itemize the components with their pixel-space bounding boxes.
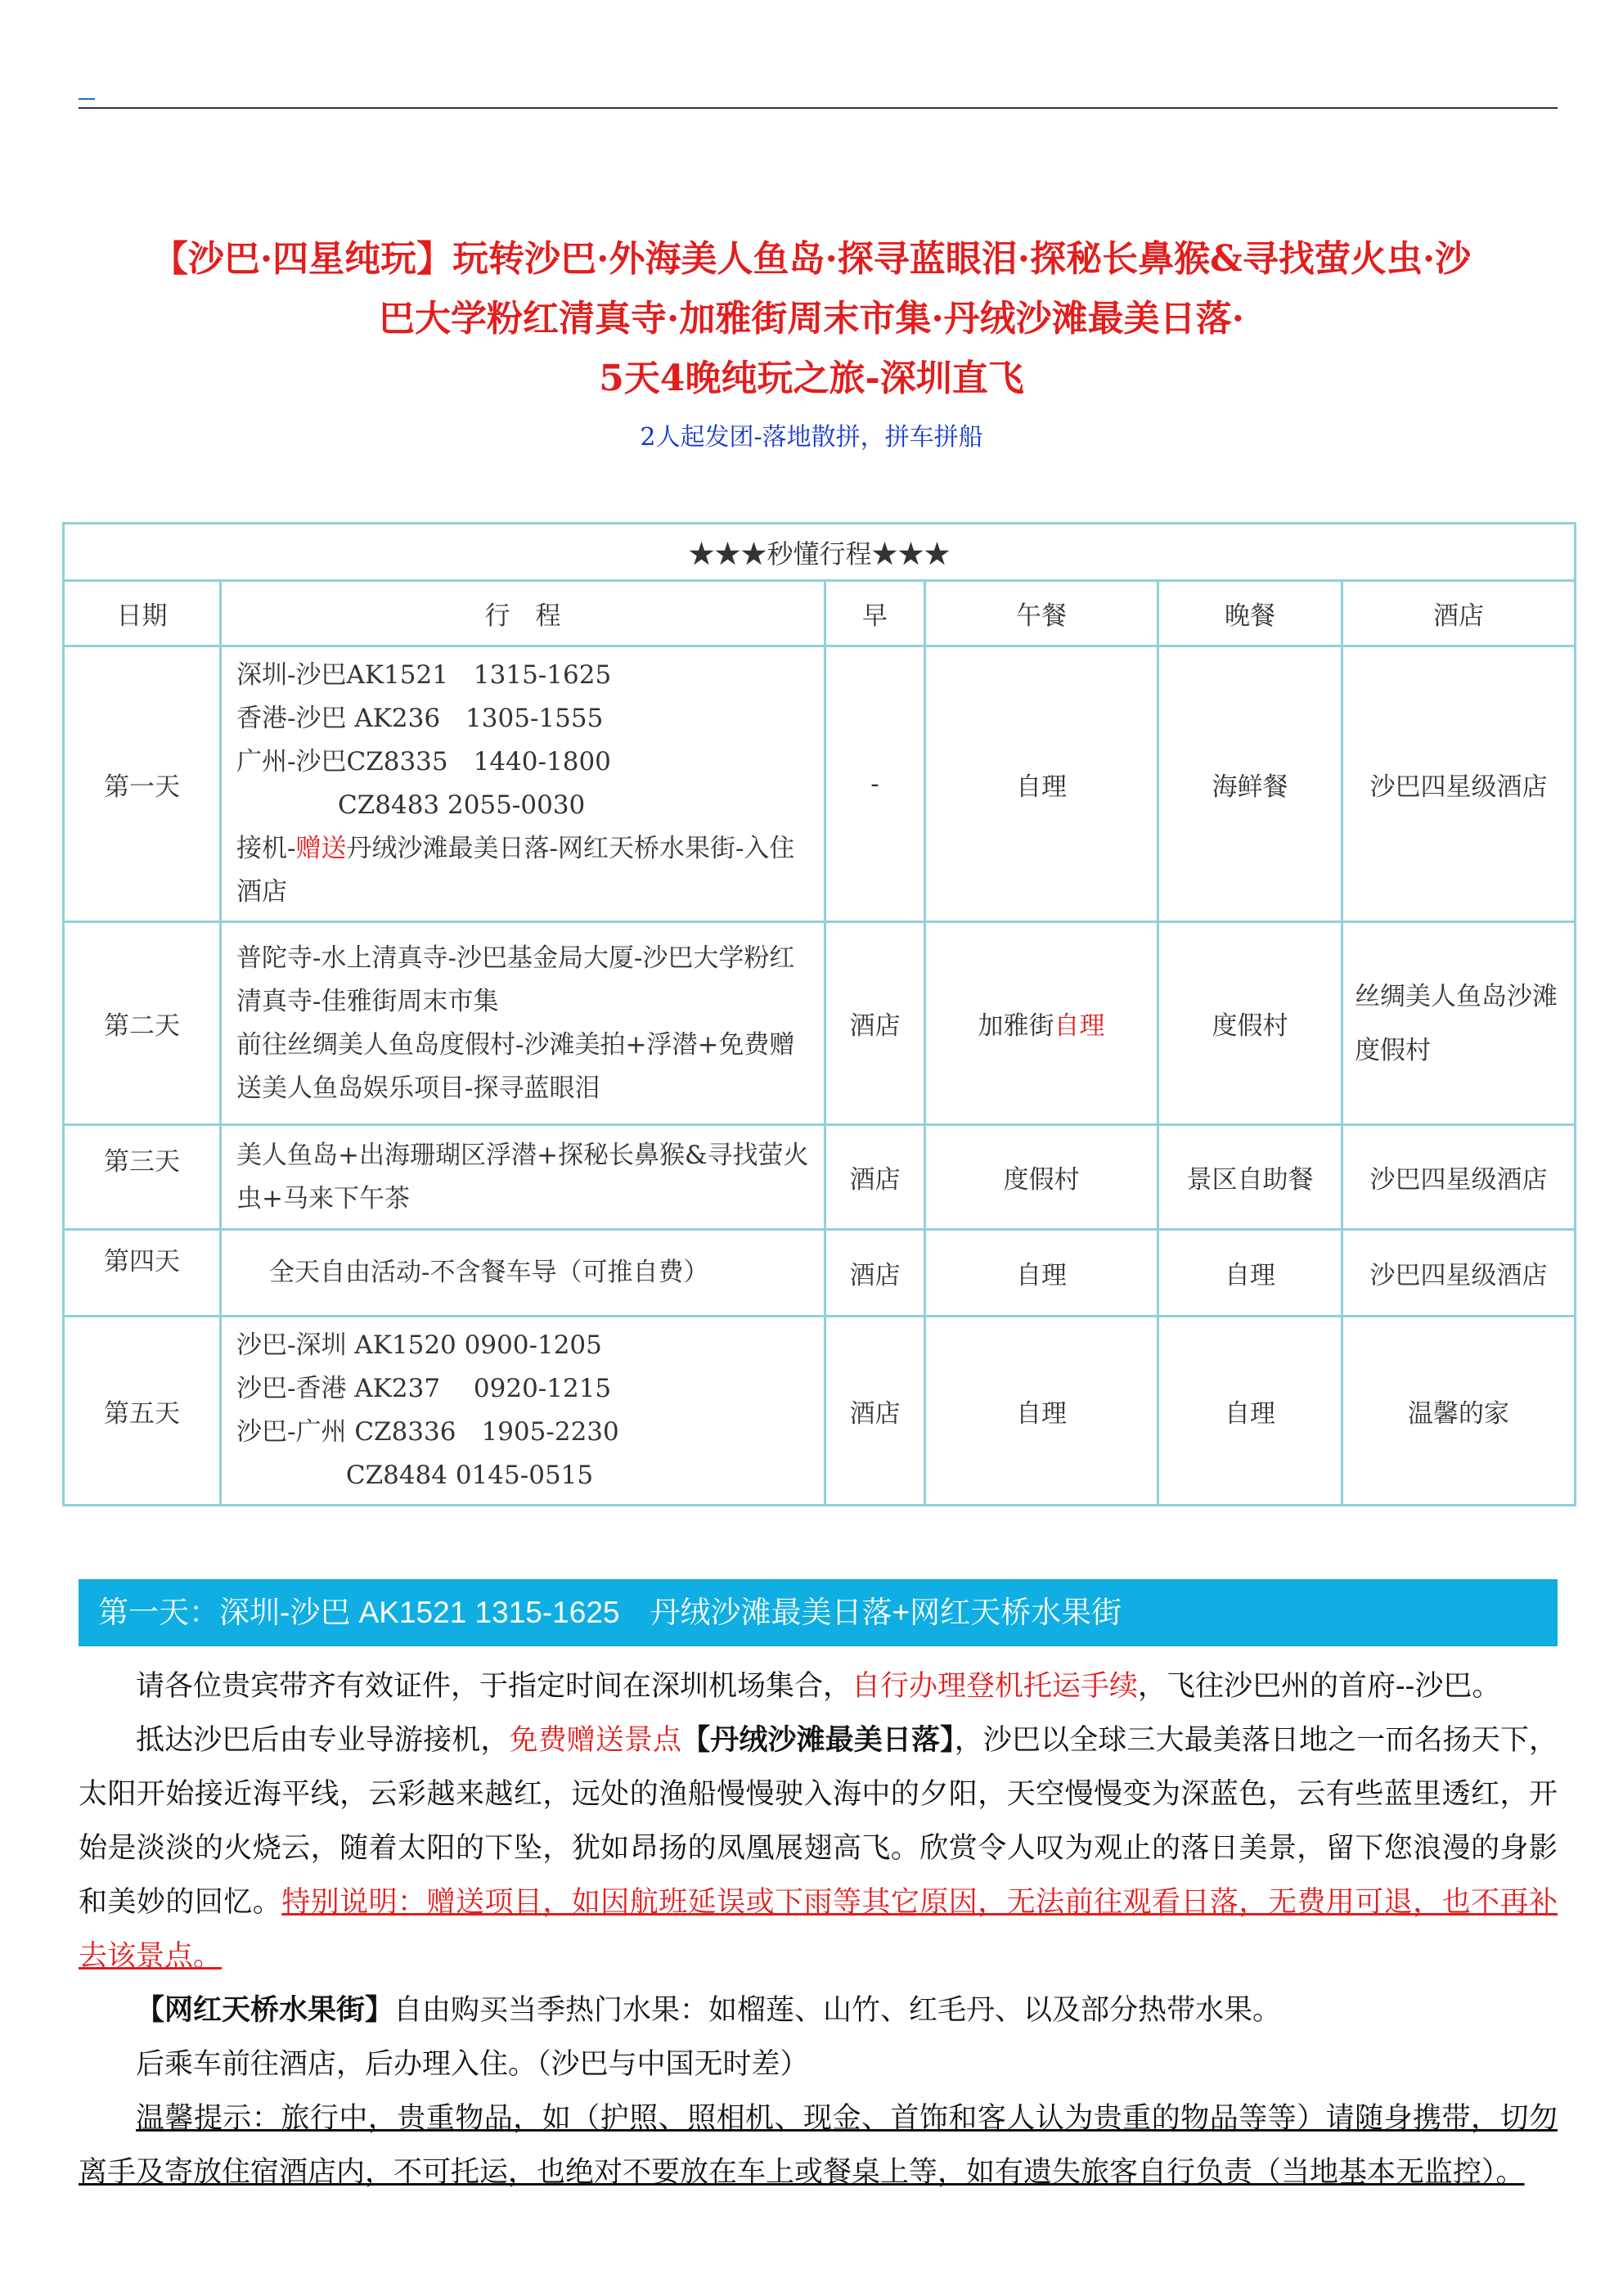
text: 自由购买当季热门水果：如榴莲、山竹、红毛丹、以及部分热带水果。 [393, 1994, 1282, 2026]
route-line [236, 827, 809, 914]
table-row [64, 1230, 1576, 1317]
lunch-cell: 自理 [925, 1317, 1158, 1506]
highlight-text: 免费赠送景点 [509, 1724, 682, 1756]
breakfast-cell: 酒店 [825, 1230, 925, 1317]
breakfast-cell: 酒店 [825, 1125, 925, 1230]
route-line: 普陀寺-水上清真寺-沙巴基金局大厦-沙巴大学粉红清真寺-佳雅街周末市集 [236, 943, 795, 1016]
route-line: 沙巴-香港 AK237 0920-1215 [236, 1374, 612, 1403]
special-note: 特别说明：赠送项目，如因航班延误或下雨等其它原因，无法前往观看日落，无费用可退，也不再补去该景点。 [79, 1886, 1558, 1972]
lunch-cell: 自理 [925, 1230, 1158, 1317]
breakfast-cell: - [825, 646, 925, 922]
text: 抵达沙巴后由专业导游接机， [136, 1724, 510, 1756]
route-cell: 全天自由活动-不含餐车导（可推自费） [221, 1230, 825, 1317]
hotel-cell: 沙巴四星级酒店 [1342, 1230, 1576, 1317]
table-row [64, 922, 1576, 1125]
dinner-cell: 自理 [1158, 1230, 1342, 1317]
route-cell: 美人鱼岛+出海珊瑚区浮潜+探秘长鼻猴&寻找萤火虫+马来下午茶 [221, 1125, 825, 1230]
header-date: 日期 [64, 581, 221, 646]
header-rule [79, 107, 1558, 109]
text: ，飞往沙巴州的首府--沙巴。 [1138, 1670, 1501, 1702]
day-cell: 第三天 [64, 1125, 221, 1230]
dinner-cell: 景区自助餐 [1158, 1125, 1342, 1230]
hotel-cell: 沙巴四星级酒店 [1342, 1125, 1576, 1230]
route-line: CZ8483 2055-0030 [236, 790, 586, 820]
lunch-cell: 度假村 [925, 1125, 1158, 1230]
header-mark [79, 85, 95, 100]
hotel-cell: 丝绸美人鱼岛沙滩度假村 [1342, 922, 1576, 1125]
paragraph: 后乘车前往酒店，后办理入住。（沙巴与中国无时差） [136, 2048, 809, 2080]
header-breakfast: 早 [825, 581, 925, 646]
table-caption-row [64, 524, 1576, 581]
paragraph [79, 1983, 1558, 2037]
lunch-text: 加雅街 [978, 1011, 1054, 1041]
table-header-row [64, 581, 1576, 646]
warm-tip: 温馨提示：旅行中，贵重物品，如（护照、照相机、现金、首饰和客人认为贵重的物品等等）请随身携带，切勿离手及寄放住宿酒店内，不可托运，也绝对不要放在车上或餐桌上等，如有遗失旅客自行负责（当地基本无监控）。 [79, 2102, 1558, 2188]
title-line-1: 【沙巴·四星纯玩】玩转沙巴·外海美人鱼岛·探寻蓝眼泪·探秘长鼻猴&寻找萤火虫·沙 [151, 238, 1472, 280]
route-line: CZ8484 0145-0515 [236, 1461, 594, 1490]
table-row [64, 646, 1576, 922]
route-gift: 赠送 [295, 834, 347, 863]
dinner-cell: 自理 [1158, 1317, 1342, 1506]
attraction-name: 【丹绒沙滩最美日落】 [681, 1724, 955, 1756]
text: 请各位贵宾带齐有效证件，于指定时间在深圳机场集合， [136, 1670, 852, 1702]
paragraph [79, 1713, 1558, 1983]
dinner-cell: 度假村 [1158, 922, 1342, 1125]
header-lunch: 午餐 [925, 581, 1158, 646]
tour-title [49, 229, 1574, 408]
route-line: 深圳-沙巴AK1521 1315-1625 [236, 660, 612, 690]
day-cell: 第四天 [64, 1230, 221, 1317]
route-text: 接机- [236, 834, 296, 863]
title-line-3: 5天4晚纯玩之旅-深圳直飞 [599, 358, 1024, 399]
title-line-2: 巴大学粉红清真寺·加雅街周末市集·丹绒沙滩最美日落· [379, 298, 1244, 340]
route-line: 沙巴-广州 CZ8336 1905-2230 [236, 1417, 619, 1447]
header-dinner: 晚餐 [1158, 581, 1342, 646]
breakfast-cell: 酒店 [825, 1317, 925, 1506]
day-cell: 第一天 [64, 646, 221, 922]
day-cell: 第二天 [64, 922, 221, 1125]
day1-heading: 第一天：深圳-沙巴 AK1521 1315-1625 丹绒沙滩最美日落+网红天桥水果街 [79, 1579, 1558, 1646]
attraction-name: 【网红天桥水果街】 [136, 1994, 394, 2026]
lunch-cell [925, 922, 1158, 1125]
route-cell [221, 1317, 825, 1506]
route-text: 丹绒沙滩最美日落-网红天桥水果街-入住酒店 [236, 834, 795, 907]
route-line: 前往丝绸美人鱼岛度假村-沙滩美拍+浮潜+免费赠送美人鱼岛娱乐项目-探寻蓝眼泪 [236, 1029, 795, 1103]
tour-subtitle: 2人起发团-落地散拼，拼车拼船 [640, 423, 983, 452]
route-cell [221, 922, 825, 1125]
dinner-cell: 海鲜餐 [1158, 646, 1342, 922]
itinerary-table [62, 522, 1576, 1506]
highlight-text: 自行办理登机托运手续 [852, 1670, 1139, 1702]
table-row [64, 1317, 1576, 1506]
header-route: 行 程 [221, 581, 825, 646]
hotel-cell: 沙巴四星级酒店 [1342, 646, 1576, 922]
route-line: 沙巴-深圳 AK1520 0900-1205 [236, 1330, 602, 1360]
hotel-cell: 温馨的家 [1342, 1317, 1576, 1506]
header-hotel: 酒店 [1342, 581, 1576, 646]
table-row [64, 1125, 1576, 1230]
paragraph [79, 1659, 1558, 1713]
breakfast-cell: 酒店 [825, 922, 925, 1125]
lunch-cell: 自理 [925, 646, 1158, 922]
day1-description [79, 1659, 1558, 2199]
text: ，沙巴以全球三大最美落日地之一而名扬天下，太阳开始接近海平线，云彩越来越红，远处的渔船慢慢驶入海中的夕阳，天空慢慢变为深蓝色，云有些蓝里透红，开始是淡淡的火烧云，随着太阳的下坠，犹如昂扬的凤凰展翅高飞。欣赏令人叹为观止的落日美景，留下您浪漫的身影和美妙的回忆。 [79, 1724, 1558, 1918]
route-line: 香港-沙巴 AK236 1305-1555 [236, 704, 604, 733]
route-cell [221, 646, 825, 922]
lunch-note: 自理 [1054, 1011, 1105, 1041]
route-line: 广州-沙巴CZ8335 1440-1800 [236, 747, 611, 777]
day-cell: 第五天 [64, 1317, 221, 1506]
table-caption: ★★★秒懂行程★★★ [64, 524, 1576, 581]
